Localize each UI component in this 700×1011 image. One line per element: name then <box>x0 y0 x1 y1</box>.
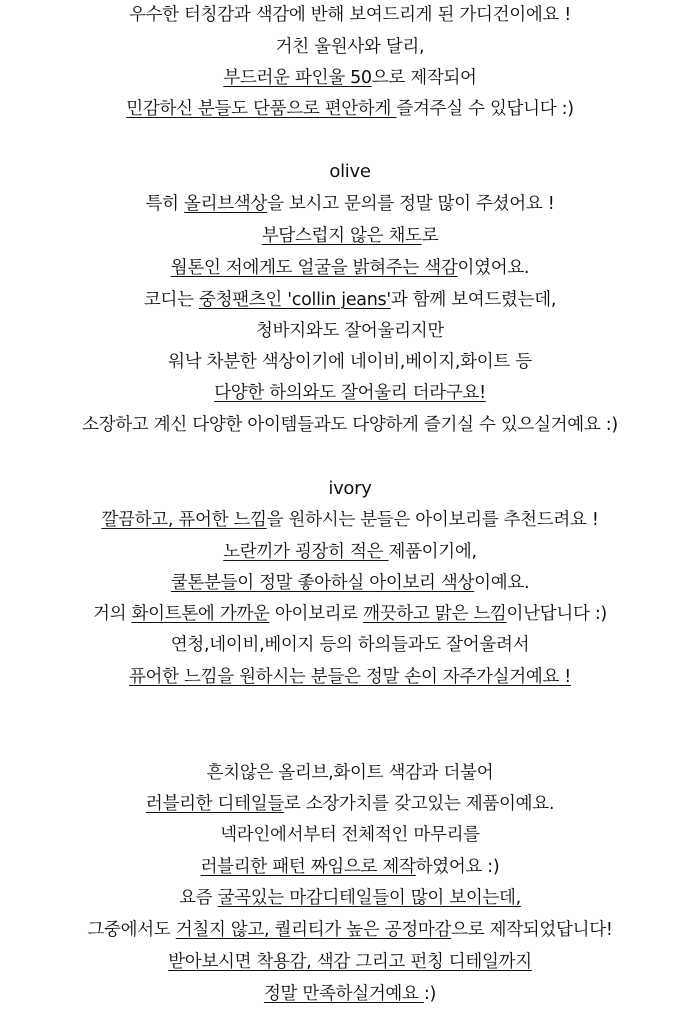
text-segment: 제품이기에, <box>388 542 477 562</box>
text-segment: 코디는 <box>143 290 199 310</box>
underlined-text: 노란끼가 굉장히 적은 <box>223 542 389 562</box>
underlined-text: 부담스럽지 않은 채도 <box>261 226 422 246</box>
text-line <box>0 982 700 1006</box>
text-segment: 우수한 터칭감과 색감에 반해 보여드리게 된 가디건이에요 ! <box>128 5 572 25</box>
underlined-text: 거칠지 않고, 퀄리티가 높은 공정마감 <box>175 920 452 940</box>
text-line <box>0 950 700 974</box>
underlined-text: 화이트톤에 가까운 <box>131 604 270 624</box>
text-line <box>0 413 700 437</box>
text-segment: 을 보시고 문의를 정말 많이 주셨어요 ! <box>267 194 555 214</box>
text-line <box>0 192 700 216</box>
text-line <box>0 97 700 121</box>
text-segment: 이였어요. <box>457 258 530 278</box>
text-segment: :) <box>423 984 437 1004</box>
underlined-text: 받아보시면 착용감, 색감 그리고 펀칭 디테일까지 <box>168 952 532 972</box>
text-segment: 과 함께 보여드렸는데, <box>390 290 557 310</box>
underlined-text: 민감하신 분들도 단품으로 편안하게 <box>126 99 397 119</box>
underlined-text: 쿨톤분들이 정말 좋아하실 아이보리 색상 <box>170 573 475 593</box>
text-segment: 로 소장가치를 갖고있는 제품이예요. <box>283 794 555 814</box>
section-heading-olive: olive <box>329 161 371 182</box>
text-segment: 넥라인에서부터 전체적인 마무리를 <box>220 825 480 845</box>
text-line <box>0 665 700 689</box>
text-line <box>0 918 700 942</box>
underlined-text: 러블리한 패턴 짜임으로 제작 <box>200 857 416 877</box>
text-line <box>0 855 700 879</box>
text-segment: 아이보리로 <box>269 604 364 624</box>
section-heading-ivory: ivory <box>328 478 372 499</box>
underlined-text: 다양한 하의와도 잘어울리 더라구요! <box>214 383 486 403</box>
underlined-text: 깨끗하고 맑은 느낌 <box>363 604 507 624</box>
text-line <box>0 350 700 374</box>
text-line <box>0 540 700 564</box>
underlined-text: 중청팬츠인 'collin jeans' <box>199 290 391 310</box>
text-segment: 특히 <box>145 194 185 214</box>
text-line <box>0 35 700 59</box>
text-segment: 워낙 차분한 색상이기에 네이비,베이지,화이트 등 <box>168 352 532 372</box>
underlined-text: 올리브색상 <box>184 194 268 214</box>
text-segment: 연청,네이비,베이지 등의 하의들과도 잘어울려서 <box>170 635 530 655</box>
text-line <box>0 256 700 280</box>
underlined-text: 정말 만족하실거예요 <box>263 984 424 1004</box>
text-line <box>0 602 700 626</box>
text-line <box>0 288 700 312</box>
text-segment: 즐겨주실 수 있답니다 :) <box>396 99 574 119</box>
text-segment: 이난답니다 :) <box>506 604 607 624</box>
text-line <box>0 792 700 816</box>
text-line <box>0 319 700 343</box>
text-segment: 하였어요 :) <box>415 857 500 877</box>
text-line <box>0 571 700 595</box>
underlined-text: 러블리한 디테일들 <box>145 794 284 814</box>
text-line <box>0 508 700 532</box>
text-segment: 청바지와도 잘어울리지만 <box>256 321 444 341</box>
underlined-text: 웜톤인 저에게도 얼굴을 밝혀주는 색감 <box>170 258 458 278</box>
text-line <box>0 224 700 248</box>
text-segment: 로 <box>421 226 439 246</box>
underlined-text: 퓨어한 느낌을 원하시는 분들은 정말 손이 자주가실거예요 ! <box>128 667 572 687</box>
text-line <box>0 633 700 657</box>
text-segment: 그중에서도 <box>87 920 176 940</box>
text-segment: 이예요. <box>474 573 530 593</box>
underlined-text: 부드러운 파인울 50 <box>223 68 372 88</box>
text-line <box>0 66 700 90</box>
text-segment: 거친 울원사와 달리, <box>275 37 425 57</box>
text-line <box>0 886 700 910</box>
underlined-text: 굴곡있는 마감디테일들이 많이 보이는데, <box>217 888 521 908</box>
text-segment: 으로 제작되었답니다! <box>451 920 613 940</box>
text-segment: 을 원하시는 분들은 아이보리를 추천드려요 ! <box>266 510 599 530</box>
text-line <box>0 823 700 847</box>
underlined-text: 깔끔하고, 퓨어한 느낌 <box>101 510 267 530</box>
text-segment: 거의 <box>93 604 132 624</box>
text-segment: 으로 제작되어 <box>371 68 477 88</box>
text-line <box>0 761 700 785</box>
text-line <box>0 3 700 27</box>
text-segment: 흔치않은 올리브,화이트 색감과 더불어 <box>206 763 494 783</box>
text-line <box>0 381 700 405</box>
text-segment: 소장하고 계신 다양한 아이템들과도 다양하게 즐기실 수 있으실거예요 :) <box>82 415 618 435</box>
text-segment: 요즘 <box>179 888 218 908</box>
